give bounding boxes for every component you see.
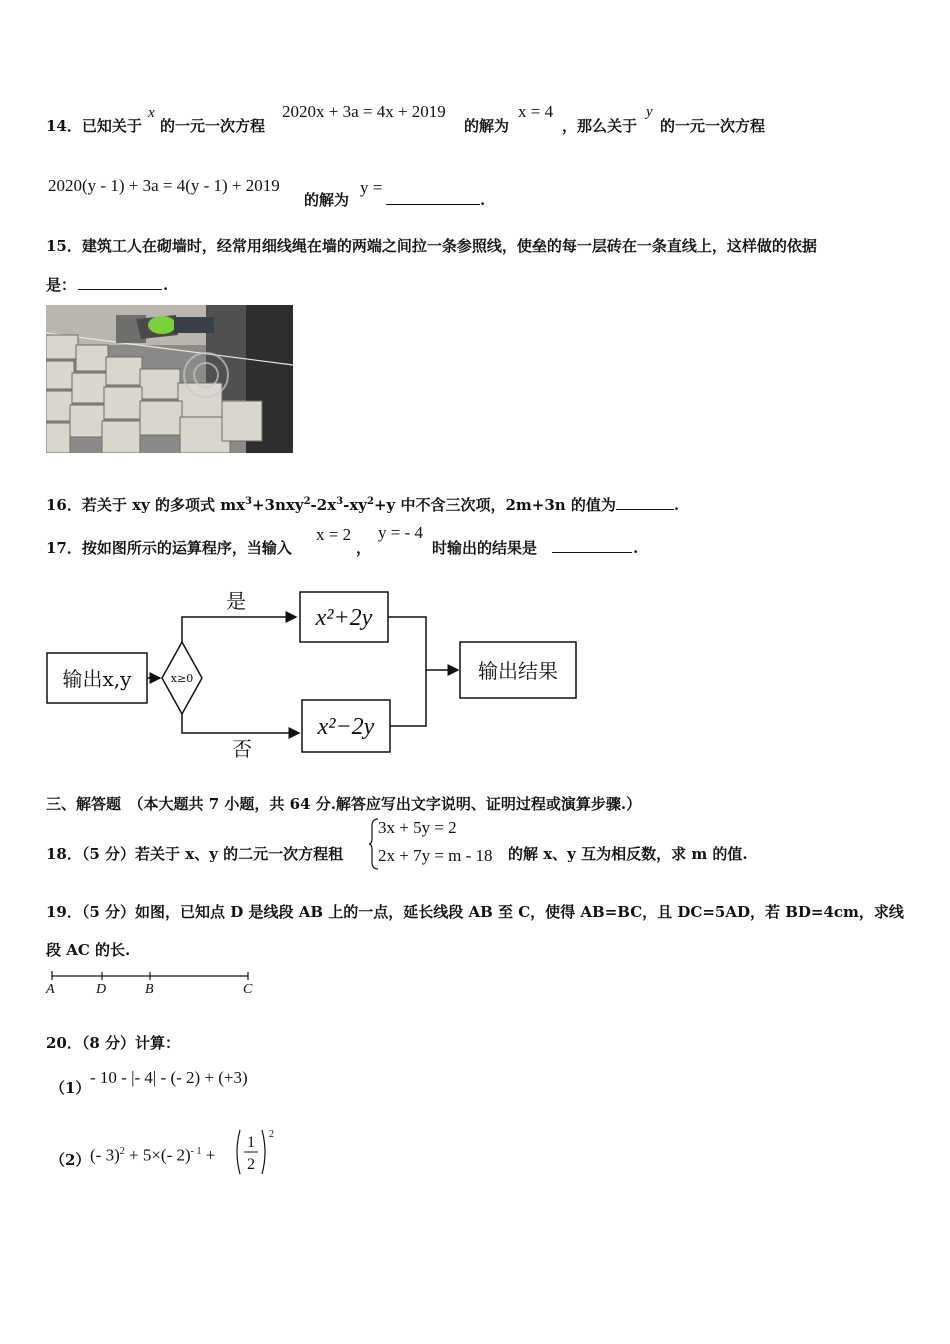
q20-p2-exp-2: - 1 [190,1146,202,1157]
q17-x-value: x = 2 [316,525,352,544]
flow-output-label: 输出结果 [478,659,558,683]
flow-yes-label: 是 [226,589,246,613]
flow-no-label: 否 [232,737,252,761]
q20-p2-plus: + [201,1145,216,1165]
q14-equation-1: 2020x + 3a = 4x + 2019 [282,102,446,121]
q19-point-d: D [96,982,107,997]
q16-answer-blank [616,495,674,510]
q15-line-2-prefix: 是： [46,276,77,294]
q14-text-5: 的解为 [304,191,350,209]
flow-top-expr: x²+2y [315,605,373,631]
flow-condition: x≥0 [170,672,194,685]
q16-sup-4: 2 [367,496,374,507]
q14-text-1: 的一元一次方程 [160,117,266,135]
q16-text-2: +3nxy [251,496,304,514]
q18-prefix: 18．（5 分）若关于 x、y 的二元一次方程租 [46,845,344,863]
q19-line-2: 段 AC 的长. [46,941,131,959]
q20-p2-numerator: 1 [247,1134,255,1151]
q18-equation-bottom: 2x + 7y = m - 18 [378,846,493,865]
q20-p2-exp-3: 2 [269,1129,274,1140]
q19-point-a: A [46,982,55,997]
flowchart [44,580,584,765]
flow-bottom-expr: x²−2y [317,714,375,740]
bricklaying-photo [46,305,293,453]
q18-suffix: 的解 x、y 互为相反数，求 m 的值. [508,845,748,863]
q20-part-2-label: （2） [50,1151,91,1169]
q20-p2-mid: + 5×(- 2) [124,1145,191,1165]
q16-text-3: -2x [310,496,337,514]
q20-part-1-expression: - 10 - |- 4| - (- 2) + (+3) [90,1068,248,1087]
q14-solution: x = 4 [518,102,554,121]
q14-equation-2: 2020(y - 1) + 3a = 4(y - 1) + 2019 [48,176,280,195]
q20-part-1-label: （1） [50,1079,91,1097]
q18-equation-top: 3x + 5y = 2 [378,818,457,837]
q19-line-1: 19．（5 分）如图，已知点 D 是线段 AB 上的一点，延长线段 AB 至 C，使得 AB=BC，且 DC=5AD，若 BD=4cm，求线 [46,903,904,921]
q14-answer-prefix: y = [360,178,383,197]
q14-text-2: 的解为 [464,117,510,135]
q15-end: . [163,276,169,294]
q14-label: 14．已知关于 [46,117,142,135]
q16-text-5: +y 中不含三次项，2m+3n 的值为 [373,496,616,514]
q19-point-b: B [145,982,154,997]
q20-p2-base: (- 3) [90,1145,120,1165]
q17-y-value: y = - 4 [378,523,423,542]
flow-input-label: 输出x,y [62,667,132,691]
q14-end: . [480,191,486,209]
q14-var-y: y [646,104,653,120]
q14-text-4: 的一元一次方程 [660,117,766,135]
q16-end: . [673,496,680,514]
q17-suffix: 时输出的结果是 [432,539,538,557]
q17-end: . [633,539,639,557]
q17-answer-blank [552,538,632,558]
q20-title: 20．（8 分）计算： [46,1034,181,1052]
q20-part-2-expression [90,1142,215,1166]
q20-p2-denominator: 2 [247,1156,255,1173]
q20-p2-fraction [234,1128,278,1178]
q15-line-1: 15．建筑工人在砌墙时，经常用细线绳在墙的两端之间拉一条参照线，使垒的每一层砖在一条直线上，这样做的依据 [46,237,817,255]
q16-text-1: 16．若关于 xy 的多项式 mx [46,496,246,514]
q14-text-3: ，那么关于 [562,117,638,135]
q20-p2-exp-1: 2 [119,1146,125,1157]
q16-sup-3: 3 [336,496,344,507]
q19-segment-diagram [44,968,259,1000]
section-3-title: 三、解答题 （本大题共 7 小题，共 64 分.解答应写出文字说明、证明过程或演算步骤.） [46,795,642,813]
question-16 [46,492,679,515]
q16-sup-1: 3 [245,496,252,507]
q17-prefix: 17．按如图所示的运算程序，当输入 [46,539,292,557]
q14-answer-blank [386,190,480,210]
q16-sup-2: 2 [303,496,311,507]
q16-text-4: -xy [343,496,367,514]
q14-var-x: x [148,105,155,121]
q15-answer-blank [78,275,162,295]
q17-comma: ， [356,539,372,557]
q19-point-c: C [243,982,253,997]
